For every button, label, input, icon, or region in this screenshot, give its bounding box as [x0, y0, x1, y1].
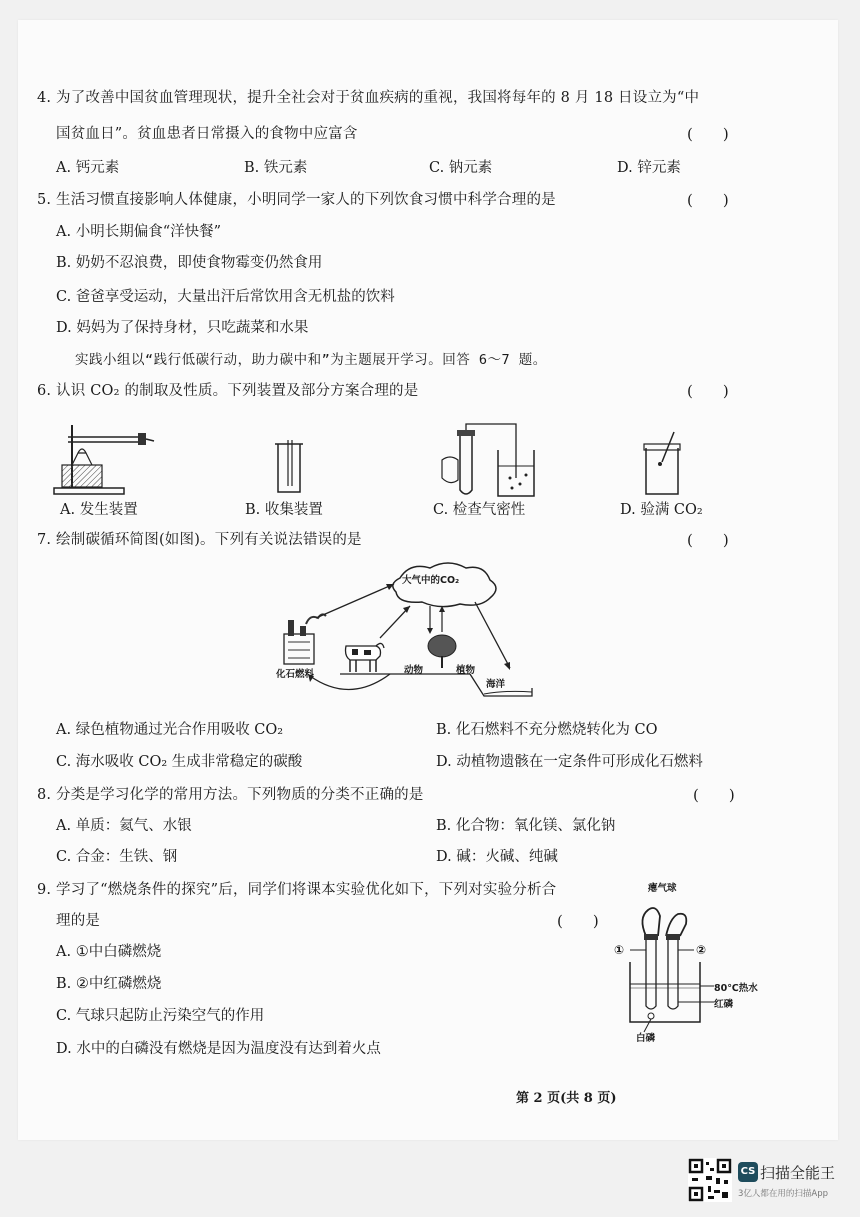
q9-option-a: A. ①中白磷燃烧	[56, 944, 162, 960]
label-red-phosphorus: 红磷	[714, 999, 734, 1010]
q6-caption-d: D. 验满 CO₂	[620, 502, 703, 518]
q6-caption-b: B. 收集装置	[245, 502, 323, 518]
label-ocean: 海洋	[486, 679, 506, 690]
q6-caption-a: A. 发生装置	[60, 502, 138, 518]
camscanner-logo-icon: CS	[738, 1162, 758, 1182]
section-intro: 实践小组以“践行低碳行动，助力碳中和”为主题展开学习。回答 6～7 题。	[75, 352, 547, 368]
label-tube-2: ②	[696, 943, 707, 957]
page-number: 第 2 页(共 8 页)	[516, 1091, 617, 1106]
q9-option-d: D. 水中的白磷没有燃烧是因为温度没有达到着火点	[56, 1041, 381, 1057]
q7-option-d: D. 动植物遗骸在一定条件可形成化石燃料	[436, 754, 703, 770]
q9-option-c: C. 气球只起防止污染空气的作用	[56, 1008, 265, 1024]
q9-option-b: B. ②中红磷燃烧	[56, 976, 162, 992]
q8-option-a: A. 单质：氦气、水银	[56, 818, 192, 834]
label-fossil-fuel: 化石燃料	[276, 669, 315, 680]
collection-apparatus-figure	[270, 440, 310, 500]
q5-stem: 5. 生活习惯直接影响人体健康，小明同学一家人的下列饮食习惯中科学合理的是	[37, 192, 556, 208]
scanner-tagline: 3亿人都在用的扫描App	[738, 1189, 829, 1199]
q5-answer-paren: ( )	[687, 191, 729, 209]
q8-option-b: B. 化合物：氧化镁、氯化钠	[436, 818, 616, 834]
q4-option-a: A. 钙元素	[56, 160, 120, 176]
q5-option-a: A. 小明长期偏食“洋快餐”	[56, 224, 222, 240]
q8-option-c: C. 合金：生铁、钢	[56, 849, 178, 865]
q4-stem-line1: 4. 为了改善中国贫血管理现状，提升全社会对于贫血疾病的重视，我国将每年的 8 月 18 日设立为“中	[37, 90, 700, 106]
label-hot-water: 80℃热水	[714, 983, 758, 994]
label-white-phosphorus: 白磷	[636, 1033, 656, 1044]
q7-stem: 7. 绘制碳循环简图(如图)。下列有关说法错误的是	[37, 532, 362, 548]
combustion-experiment-figure	[608, 888, 758, 1038]
q7-option-b: B. 化石燃料不充分燃烧转化为 CO	[436, 722, 658, 738]
q6-answer-paren: ( )	[687, 382, 729, 400]
q7-option-c: C. 海水吸收 CO₂ 生成非常稳定的碳酸	[56, 754, 303, 770]
qr-code-icon	[688, 1158, 732, 1202]
q4-stem-line2: 国贫血日”。贫血患者日常摄入的食物中应富含	[56, 126, 358, 142]
q7-option-a: A. 绿色植物通过光合作用吸收 CO₂	[56, 722, 284, 738]
label-plant: 植物	[456, 665, 476, 676]
q7-answer-paren: ( )	[687, 531, 729, 549]
label-animal: 动物	[404, 665, 424, 676]
label-atmosphere-co2: 大气中的CO₂	[402, 575, 460, 586]
q4-option-b: B. 铁元素	[244, 160, 308, 176]
scanner-brand-name: 扫描全能王	[760, 1164, 836, 1182]
generator-apparatus-figure	[50, 415, 160, 500]
q8-stem: 8. 分类是学习化学的常用方法。下列物质的分类不正确的是	[37, 787, 424, 803]
q4-option-d: D. 锌元素	[617, 160, 681, 176]
q9-stem-line2: 理的是	[56, 913, 101, 929]
q9-stem-line1: 9. 学习了“燃烧条件的探究”后，同学们将课本实验优化如下，下列对实验分析合	[37, 882, 557, 898]
q4-option-c: C. 钠元素	[429, 160, 493, 176]
q5-option-b: B. 奶奶不忍浪费，即使食物霉变仍然食用	[56, 255, 323, 271]
q4-answer-paren: ( )	[687, 125, 729, 143]
q8-answer-paren: ( )	[693, 786, 735, 804]
q5-option-d: D. 妈妈为了保持身材，只吃蔬菜和水果	[56, 320, 309, 336]
label-deflated-balloon: 瘪气球	[648, 883, 677, 894]
q6-caption-c: C. 检查气密性	[433, 502, 526, 518]
co2-full-test-figure	[640, 428, 690, 500]
q6-stem: 6. 认识 CO₂ 的制取及性质。下列装置及部分方案合理的是	[37, 383, 419, 399]
q8-option-d: D. 碱：火碱、纯碱	[436, 849, 558, 865]
airtightness-apparatus-figure	[432, 420, 542, 502]
label-tube-1: ①	[614, 943, 625, 957]
q9-answer-paren: ( )	[557, 912, 599, 930]
q5-option-c: C. 爸爸享受运动，大量出汗后常饮用含无机盐的饮料	[56, 289, 395, 305]
